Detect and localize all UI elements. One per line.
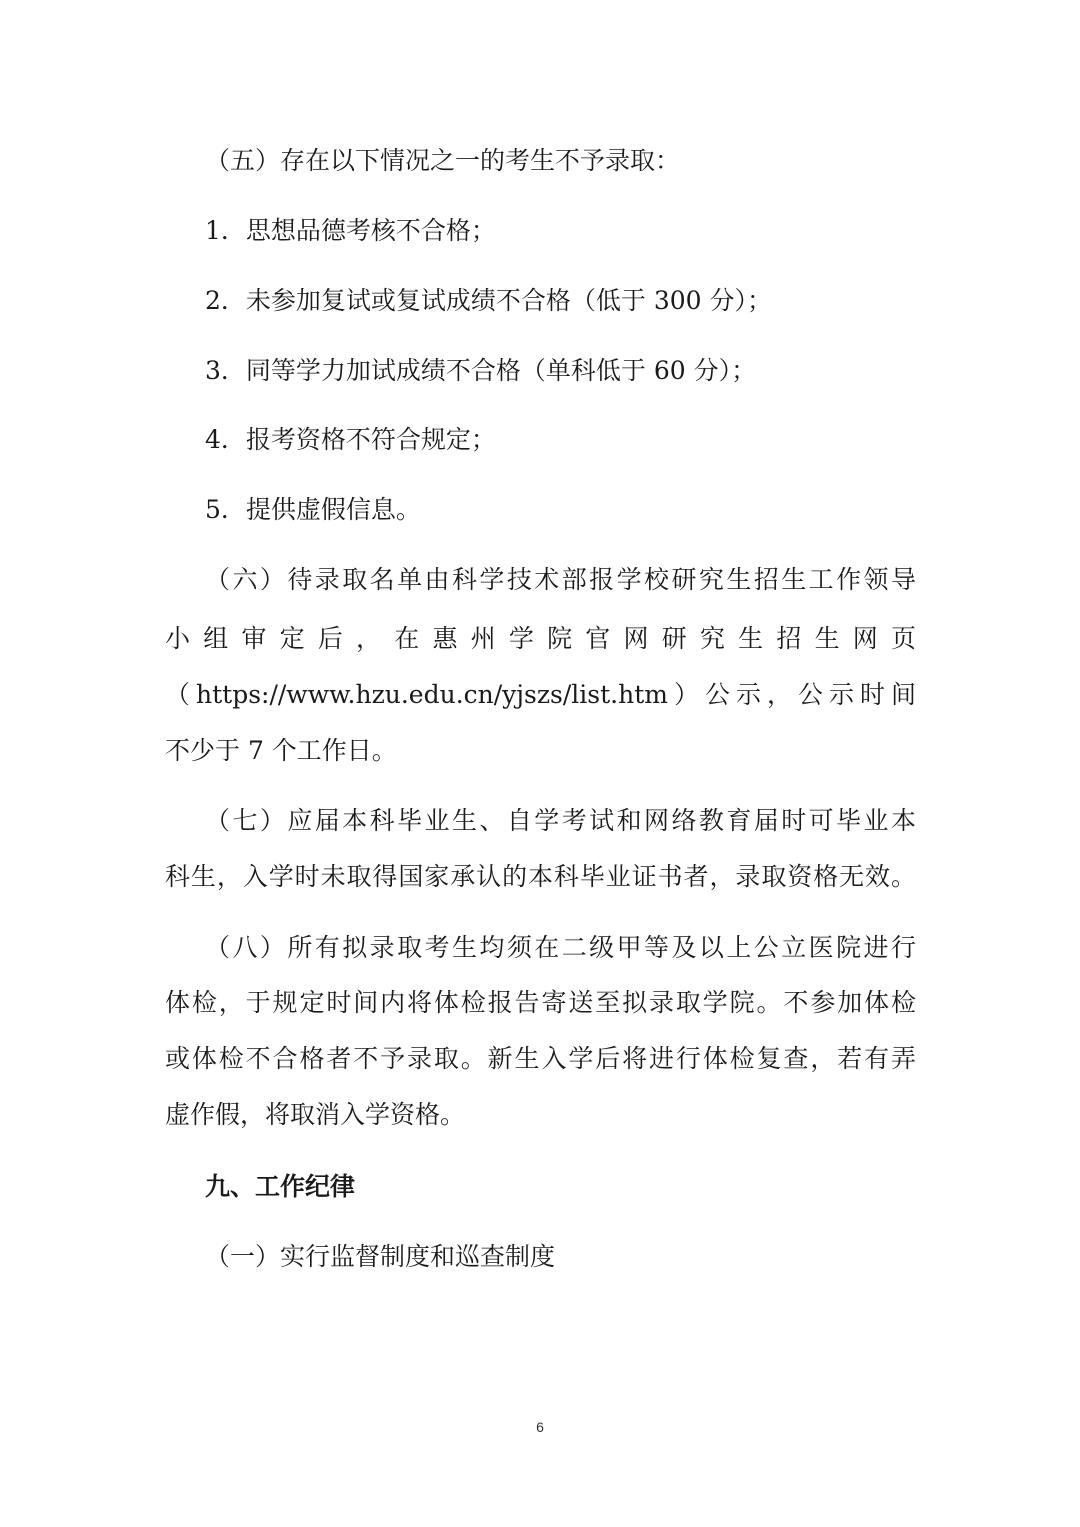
list-item-1: 1．思想品德考核不合格； (205, 216, 496, 245)
paragraph-8-line-3: 或体检不合格者不予录取。新生入学后将进行体检复查，若有弄 (165, 1044, 916, 1073)
section-9-heading: 九、工作纪律 (205, 1172, 356, 1201)
paragraph-8-line-4: 虚作假，将取消入学资格。 (165, 1100, 466, 1129)
paragraph-6-line-1: （六）待录取名单由科学技术部报学校研究生招生工作领导 (205, 565, 916, 594)
paragraph-7-line-2: 科生，入学时未取得国家承认的本科毕业证书者，录取资格无效。 (165, 862, 916, 891)
paragraph-6-line-2: 小组审定后，在惠州学院官网研究生招生网页 (165, 624, 916, 653)
paragraph-5-heading: （五）存在以下情况之一的考生不予录取： (205, 146, 681, 175)
paragraph-6-line-3: （https://www.hzu.edu.cn/yjszs/list.htm）公示，公示时间 (165, 680, 916, 709)
list-item-5: 5．提供虚假信息。 (205, 495, 421, 524)
list-item-4: 4．报考资格不符合规定； (205, 425, 496, 454)
paragraph-8-line-1: （八）所有拟录取考生均须在二级甲等及以上公立医院进行 (205, 933, 916, 962)
page-number: 6 (536, 1419, 544, 1435)
list-item-2: 2．未参加复试或复试成绩不合格（低于 300 分）； (205, 286, 773, 315)
list-item-3: 3．同等学力加试成绩不合格（单科低于 60 分）； (205, 356, 757, 385)
paragraph-6-line-4: 不少于 7 个工作日。 (165, 736, 397, 765)
section-9-subheading-1: （一）实行监督制度和巡查制度 (205, 1242, 556, 1271)
paragraph-8-line-2: 体检，于规定时间内将体检报告寄送至拟录取学院。不参加体检 (165, 988, 916, 1017)
paragraph-7-line-1: （七）应届本科毕业生、自学考试和网络教育届时可毕业本 (205, 806, 916, 835)
